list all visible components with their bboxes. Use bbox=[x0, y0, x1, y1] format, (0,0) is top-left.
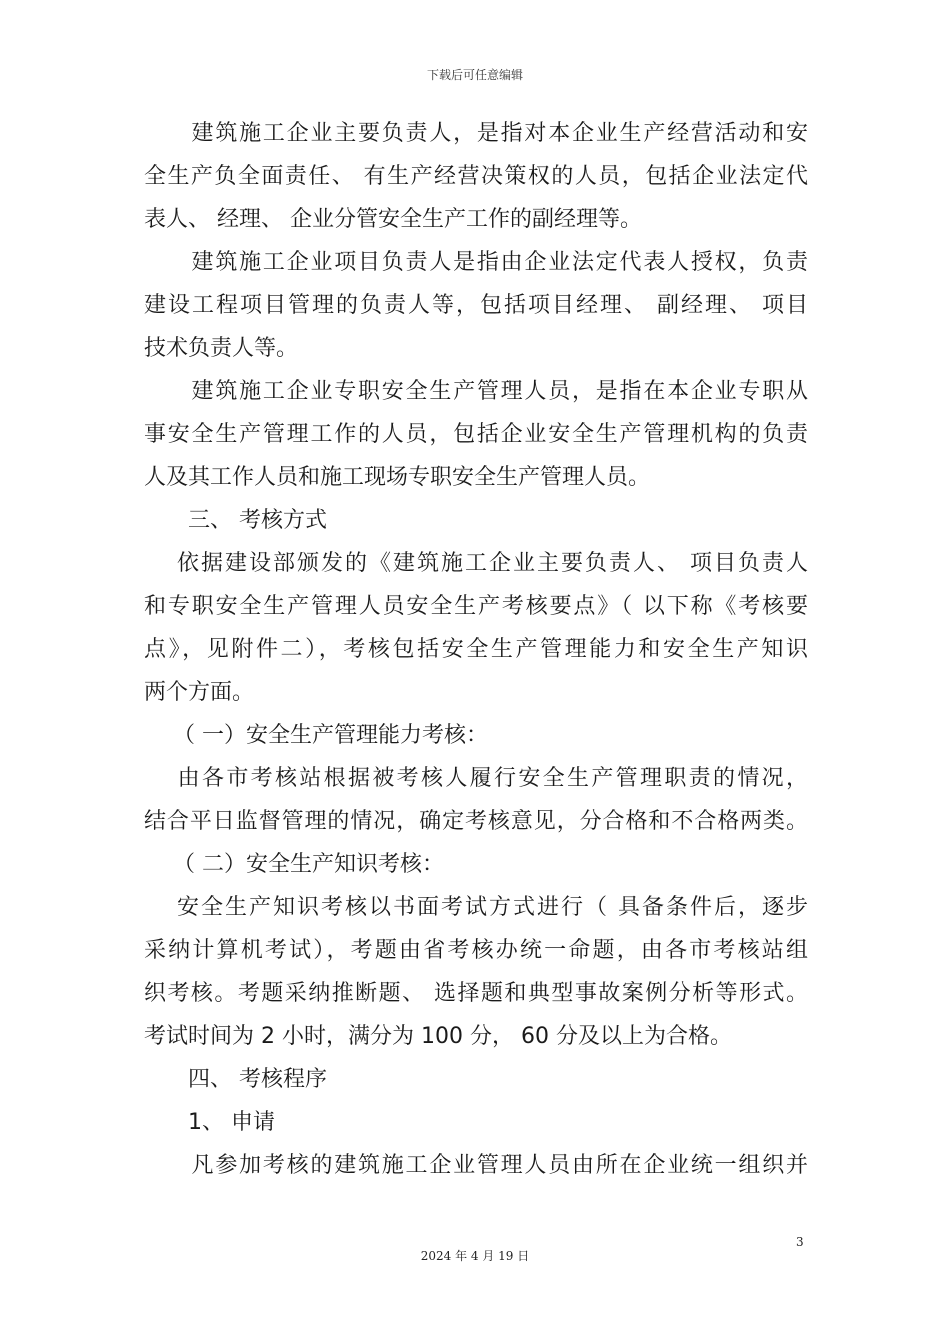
page-number: 3 bbox=[796, 1235, 804, 1249]
text-line: 凡参加考核的建筑施工企业管理人员由所在企业统一组织并 bbox=[144, 1153, 808, 1178]
text-line: （ 二）安全生产知识考核： bbox=[144, 852, 444, 877]
text-line: 事安全生产管理工作的人员，包括企业安全生产管理机构的负责 bbox=[144, 422, 808, 447]
text-line: 两个方面。 bbox=[144, 680, 255, 705]
text-line: 建设工程项目管理的负责人等，包括项目经理、 副经理、 项目 bbox=[144, 293, 808, 318]
page-header: 下载后可任意编辑 bbox=[426, 68, 523, 82]
text-line: 考试时间为 2 小时，满分为 100 分， 60 分及以上为合格。 bbox=[144, 1024, 732, 1049]
text-line: 建筑施工企业专职安全生产管理人员，是指在本企业专职从 bbox=[144, 379, 808, 404]
text-line: 三、 考核方式 bbox=[144, 508, 327, 533]
document-body bbox=[144, 112, 808, 1187]
text-line: 和专职安全生产管理人员安全生产考核要点》（ 以下称《考核要 bbox=[144, 594, 808, 619]
text-line: 技术负责人等。 bbox=[144, 336, 299, 361]
text-line: 全生产负全面责任、 有生产经营决策权的人员，包括企业法定代 bbox=[144, 164, 808, 189]
text-line: 四、 考核程序 bbox=[144, 1067, 327, 1092]
footer-date: 2024 年 4 月 19 日 bbox=[420, 1249, 530, 1263]
text-line: 1、 申请 bbox=[144, 1110, 275, 1135]
text-line: （ 一）安全生产管理能力考核： bbox=[144, 723, 488, 748]
text-line: 人及其工作人员和施工现场专职安全生产管理人员。 bbox=[144, 465, 651, 490]
text-line: 采纳计算机考试），考题由省考核办统一命题，由各市考核站组 bbox=[144, 938, 808, 963]
text-line: 建筑施工企业项目负责人是指由企业法定代表人授权，负责 bbox=[144, 250, 808, 275]
text-line: 结合平日监督管理的情况，确定考核意见，分合格和不合格两类。 bbox=[144, 809, 808, 834]
text-line: 依据建设部颁发的《建筑施工企业主要负责人、 项目负责人 bbox=[144, 551, 808, 576]
text-line: 织考核。考题采纳推断题、 选择题和典型事故案例分析等形式。 bbox=[144, 981, 808, 1006]
text-line: 安全生产知识考核以书面考试方式进行（ 具备条件后，逐步 bbox=[144, 895, 808, 920]
text-line: 由各市考核站根据被考核人履行安全生产管理职责的情况， bbox=[144, 766, 808, 791]
text-line: 点》，见附件二），考核包括安全生产管理能力和安全生产知识 bbox=[144, 637, 808, 662]
text-line: 建筑施工企业主要负责人，是指对本企业生产经营活动和安 bbox=[144, 121, 808, 146]
text-line: 表人、 经理、 企业分管安全生产工作的副经理等。 bbox=[144, 207, 642, 232]
